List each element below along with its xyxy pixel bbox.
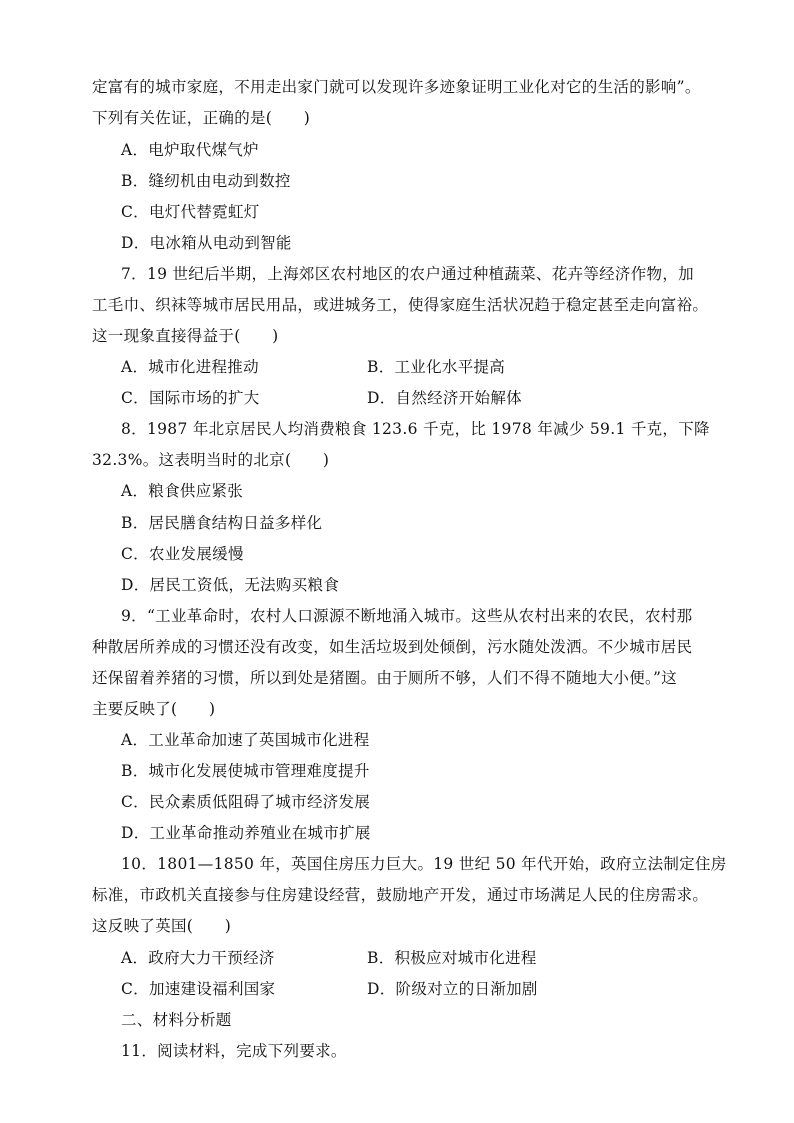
q6-option-a: A．电炉取代煤气炉	[121, 141, 259, 159]
q8-option-d: D．居民工资低，无法购买粮食	[121, 576, 340, 594]
q10-option-c: C．加速建设福利国家	[121, 980, 276, 998]
q9-option-a: A．工业革命加速了英国城市化进程	[121, 731, 370, 749]
q7-stem-line-1: 7．19 世纪后半期，上海郊区农村地区的农户通过种植蔬菜、花卉等经济作物，加	[121, 265, 694, 283]
q8-option-b: B．居民膳食结构日益多样化	[121, 514, 323, 532]
q10-option-a: A．政府大力干预经济	[121, 949, 275, 967]
q7-stem-line-2: 工毛巾、织袜等城市居民用品，或进城务工，使得家庭生活状况趋于稳定甚至走向富裕。	[92, 296, 709, 314]
q7-stem-line-3: 这一现象直接得益于( )	[92, 327, 279, 345]
q9-stem-line-1: 9．“工业革命时，农村人口源源不断地涌入城市。这些从农村出来的农民，农村那	[121, 607, 693, 625]
q9-option-d: D．工业革命推动养殖业在城市扩展	[121, 824, 371, 842]
q8-option-a: A．粮食供应紧张	[121, 482, 244, 500]
q6-option-d: D．电冰箱从电动到智能	[121, 234, 292, 252]
q10-option-d: D．阶级对立的日渐加剧	[367, 980, 538, 998]
q6-option-c: C．电灯代替霓虹灯	[121, 203, 260, 221]
q7-option-d: D．自然经济开始解体	[367, 389, 522, 407]
q9-option-b: B．城市化发展使城市管理难度提升	[121, 762, 370, 780]
q10-stem-line-1: 10．1801—1850 年，英国住房压力巨大。19 世纪 50 年代开始，政府立法制定住房	[121, 855, 727, 873]
q9-option-c: C．民众素质低阻碍了城市经济发展	[121, 793, 371, 811]
q7-option-a: A．城市化进程推动	[121, 358, 259, 376]
q6-stem-line-2: 下列有关佐证，正确的是( )	[92, 109, 311, 127]
q6-option-b: B．缝纫机由电动到数控	[121, 172, 291, 190]
q9-stem-line-4: 主要反映了( )	[92, 700, 216, 718]
section-heading: 二、材料分析题	[121, 1011, 232, 1029]
q8-stem-line-1: 8．1987 年北京居民人均消费粮食 123.6 千克，比 1978 年减少 59.1 千克，下降	[121, 420, 710, 438]
q7-option-b: B．工业化水平提高	[367, 358, 506, 376]
q10-option-b: B．积极应对城市化进程	[367, 949, 537, 967]
q6-stem-line-1: 定富有的城市家庭，不用走出家门就可以发现许多迹象证明工业化对它的生活的影响”。	[92, 78, 701, 96]
q8-stem-line-2: 32.3%。这表明当时的北京( )	[92, 451, 330, 469]
q11-stem: 11．阅读材料，完成下列要求。	[121, 1042, 347, 1060]
q9-stem-line-2: 种散居所养成的习惯还没有改变，如生活垃圾到处倾倒，污水随处泼洒。不少城市居民	[92, 638, 693, 656]
q8-option-c: C．农业发展缓慢	[121, 545, 244, 563]
q9-stem-line-3: 还保留着养猪的习惯，所以到处是猪圈。由于厕所不够，人们不得不随地大小便。”这	[92, 669, 678, 687]
q10-stem-line-2: 标准，市政机关直接参与住房建设经营，鼓励地产开发，通过市场满足人民的住房需求。	[92, 886, 709, 904]
q7-option-c: C．国际市场的扩大	[121, 389, 260, 407]
q10-stem-line-3: 这反映了英国( )	[92, 917, 232, 935]
